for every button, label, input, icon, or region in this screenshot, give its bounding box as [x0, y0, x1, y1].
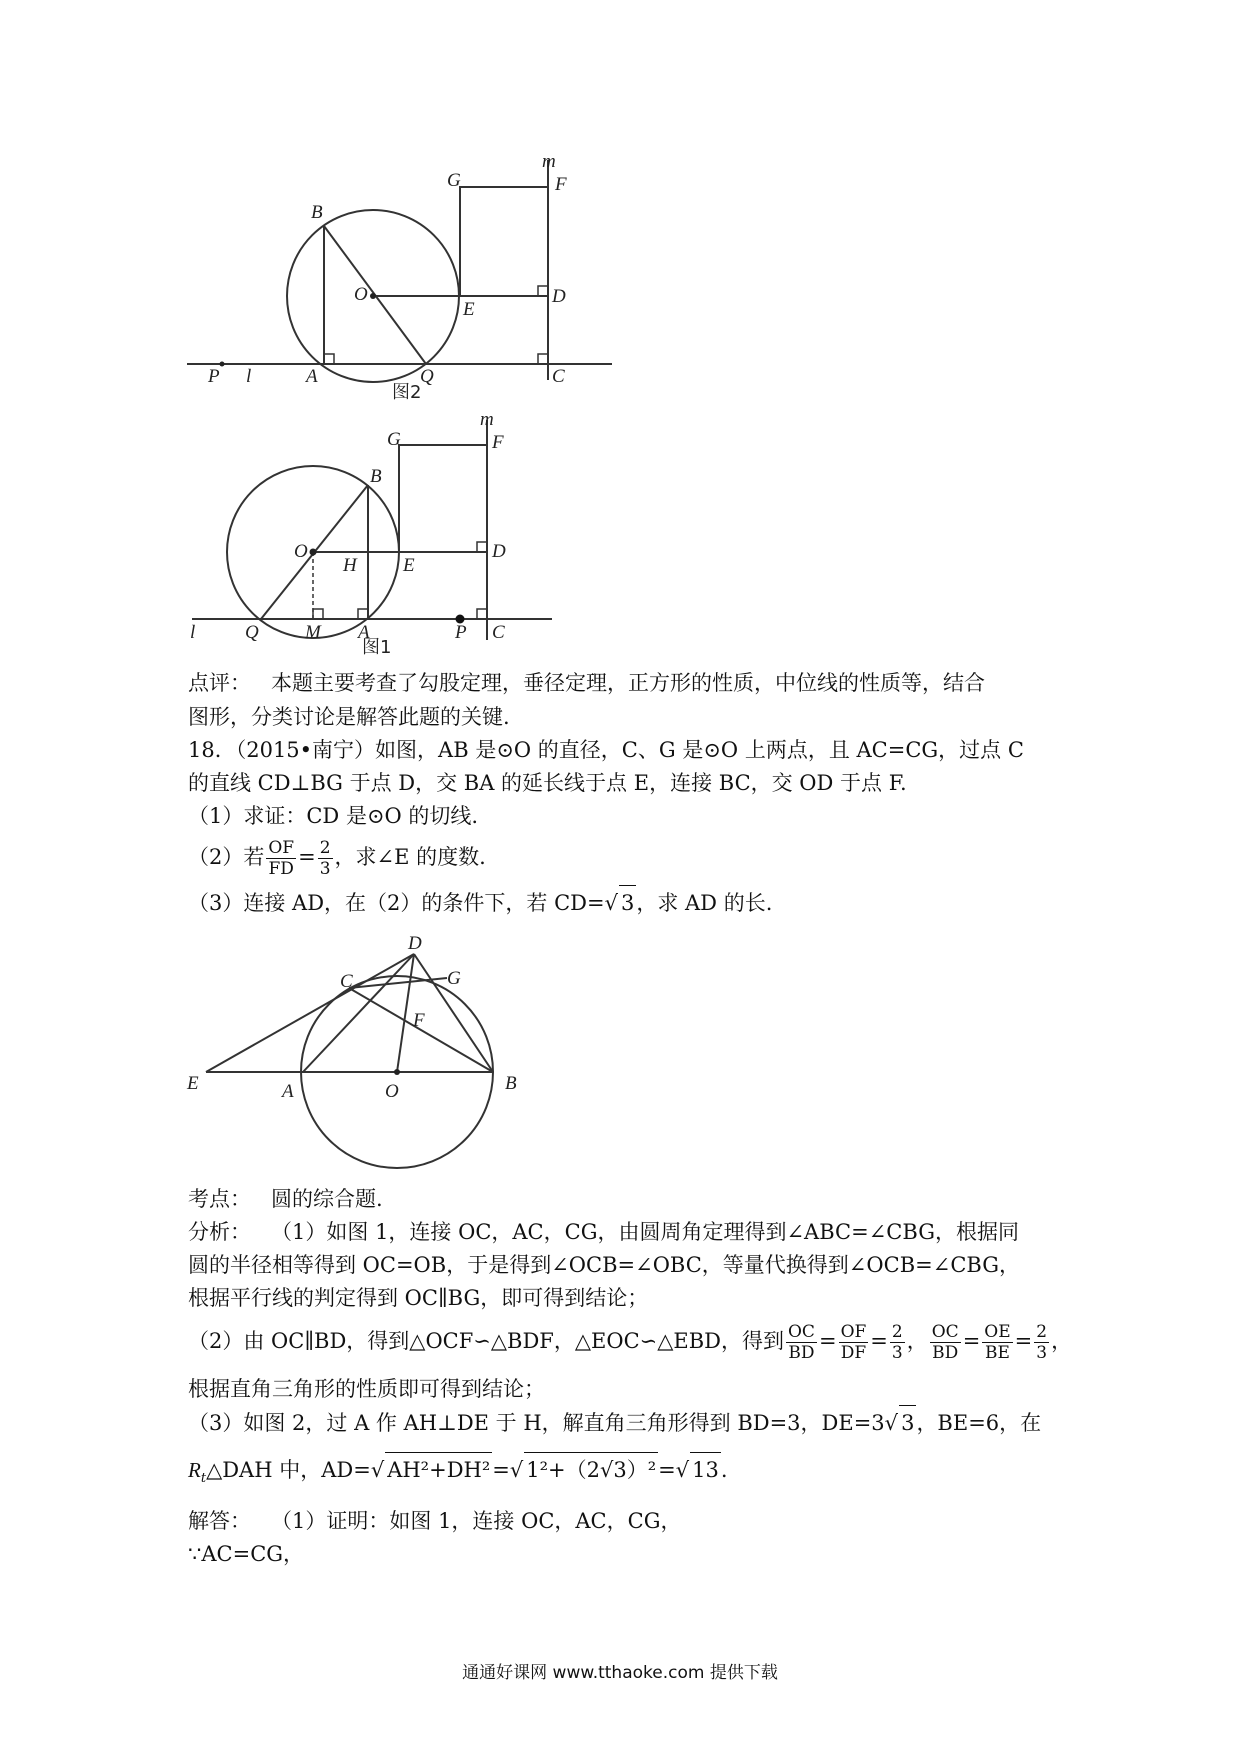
fig18-label-D: D: [408, 933, 422, 954]
fig18-label-F: F: [413, 1010, 425, 1031]
period: .: [720, 1458, 728, 1482]
answer-text-1: （1）证明：如图 1，连接 OC，AC，CG，: [271, 1509, 682, 1533]
r-symbol: R: [188, 1458, 201, 1482]
problem-18-line-1: 18．（2015•南宁）如图，AB 是⊙O 的直径，C、G 是⊙O 上两点，且 AC=CG，过点 C: [188, 738, 1024, 762]
frac-2-3-b: [1034, 1322, 1049, 1363]
part2-suffix: ，求∠E 的度数.: [334, 845, 486, 869]
frac-oc-bd: [786, 1322, 817, 1363]
fig1-label-F: F: [492, 432, 504, 453]
fig1-label-l: l: [190, 622, 196, 643]
fig2-label-E: E: [463, 299, 475, 320]
comment-line-2: 图形，分类讨论是解答此题的关键.: [188, 705, 510, 729]
problem-18-part-3: （3）连接 AD，在（2）的条件下，若 CD=√ 3，求 AD 的长.: [188, 885, 772, 920]
answer-label: 解答：: [188, 1509, 251, 1533]
answer-line-2: ∵AC=CG，: [188, 1542, 305, 1566]
fenxi-label: 分析：: [188, 1220, 251, 1244]
analysis-6-suffix: ，BE=6，在: [916, 1411, 1042, 1435]
fraction-denominator: DF: [840, 1343, 867, 1363]
fraction-numerator: OC: [788, 1322, 815, 1342]
fig2-label-O: O: [354, 284, 368, 305]
problem-18-line-2: 的直线 CD⊥BG 于点 D，交 BA 的延长线于点 E，连接 BC，交 OD 于点 F.: [188, 771, 907, 795]
fig2-label-m: m: [542, 151, 556, 172]
analysis-6-prefix: （3）如图 2，过 A 作 AH⊥DE 于 H，解直角三角形得到 BD=3，DE=3: [188, 1411, 885, 1435]
fig2-label-C: C: [552, 366, 565, 387]
fig2-label-B: B: [311, 202, 323, 223]
problem-18-part-1: （1）求证：CD 是⊙O 的切线.: [188, 804, 479, 828]
fraction-numerator: OC: [931, 1322, 959, 1342]
fig1-label-M: M: [305, 622, 321, 643]
kaodian-label: 考点：: [188, 1187, 251, 1211]
fig2-label-A: A: [306, 366, 318, 387]
fig18-label-G: G: [447, 968, 461, 989]
sqrt-13: 13: [690, 1452, 721, 1487]
analysis-line-3: 根据平行线的判定得到 OC∥BG，即可得到结论；: [188, 1286, 649, 1310]
page-footer: 通通好课网 www.tthaoke.com 提供下载: [462, 1663, 778, 1683]
analysis-line-5: 根据直角三角形的性质即可得到结论；: [188, 1377, 545, 1401]
fig1-label-Q: Q: [245, 622, 259, 643]
frac-of-df: [839, 1322, 869, 1363]
sqrt-3: 3: [619, 885, 636, 920]
fig2-label-F: F: [555, 174, 567, 195]
kaodian-line: [188, 1182, 383, 1216]
equals-sign: =: [658, 1458, 676, 1482]
fig1-label-P: P: [455, 622, 467, 643]
fig1-label-O: O: [294, 541, 308, 562]
comment-label: 点评：: [188, 671, 251, 695]
analysis-line-4: （2）由 OC∥BD，得到△OCF∽△BDF，△EOC∽△EBD，得到 $\frac{OC}{BD}$ = $\frac{OF}{DF}$ = $\frac{2}{3}$ ， $\frac{OC}{BD}$ = $\frac{OE}{BE}$ = $\frac{2}{3}$ ，: [188, 1322, 1073, 1363]
fraction-numerator: OF: [840, 1322, 867, 1342]
fig2-label-D: D: [552, 286, 566, 307]
fig18-label-B: B: [505, 1073, 517, 1094]
fraction-denominator: BD: [932, 1343, 959, 1363]
fraction-denominator: 3: [1036, 1343, 1048, 1363]
fig1-label-A: A: [358, 622, 370, 643]
fig2-label-G: G: [447, 170, 461, 191]
fraction-numerator: OF: [268, 838, 295, 858]
part3-suffix: ，求 AD 的长.: [636, 891, 773, 915]
analysis-line-7: $R_t\triangle DAH$ 中，AD=√ AH²+DH²=√ 1²+（2√3）²=√ 13.: [188, 1452, 728, 1496]
fig1-caption: 图1: [362, 637, 392, 658]
fig2-label-Q: Q: [420, 366, 434, 387]
sqrt-expression: 1²+（2√3）²: [524, 1452, 658, 1487]
analysis-4-prefix: （2）由 OC∥BD，得到△OCF∽△BDF，△EOC∽△EBD，得到: [188, 1329, 784, 1353]
sqrt-3: 3: [899, 1405, 916, 1440]
fraction-denominator: BE: [985, 1343, 1010, 1363]
fig18-label-O: O: [385, 1081, 399, 1102]
fraction-denominator: 3: [891, 1343, 903, 1363]
analysis-line-1: [188, 1215, 1019, 1249]
part3-prefix: （3）连接 AD，在（2）的条件下，若 CD=: [188, 891, 605, 915]
fig1-label-B: B: [370, 466, 382, 487]
comment-text-1: 本题主要考查了勾股定理，垂径定理，正方形的性质，中位线的性质等，结合: [271, 671, 986, 695]
answer-line-1: [188, 1504, 681, 1538]
fraction-denominator: 3: [319, 859, 331, 879]
fig2-caption: 图2: [392, 382, 422, 403]
t-subscript: t: [200, 1471, 207, 1487]
fig1-label-G: G: [387, 429, 401, 450]
analysis-text-1: （1）如图 1，连接 OC，AC，CG，由圆周角定理得到∠ABC=∠CBG，根据同: [271, 1220, 1019, 1244]
analysis-7-mid: △DAH 中，AD=: [206, 1458, 371, 1482]
fraction-denominator: FD: [268, 859, 294, 879]
analysis-line-6: （3）如图 2，过 A 作 AH⊥DE 于 H，解直角三角形得到 BD=3，DE=3√ 3，BE=6，在: [188, 1405, 1041, 1440]
fig18-label-E: E: [187, 1073, 199, 1094]
equals-sign: =: [492, 1458, 510, 1482]
frac-oc-bd-2: [930, 1322, 961, 1363]
fig18-label-A: A: [282, 1081, 294, 1102]
analysis-line-2: 圆的半径相等得到 OC=OB，于是得到∠OCB=∠OBC，等量代换得到∠OCB=∠CBG，: [188, 1253, 1020, 1277]
part2-prefix: （2）若: [188, 845, 265, 869]
fig2-label-l: l: [246, 366, 252, 387]
fig2-label-P: P: [208, 366, 220, 387]
frac-2-3: [890, 1322, 905, 1363]
fig1-label-E: E: [403, 555, 415, 576]
fig1-label-m: m: [480, 409, 494, 430]
fraction-numerator: 2: [891, 1322, 903, 1342]
fig1-label-H: H: [343, 555, 357, 576]
kaodian-text: 圆的综合题.: [271, 1187, 383, 1211]
frac-oe-be: [982, 1322, 1012, 1363]
fraction-numerator: 2: [1036, 1322, 1048, 1342]
fraction-numerator: OE: [984, 1322, 1011, 1342]
fig1-label-C: C: [492, 622, 505, 643]
sqrt-ah-dh: AH²+DH²: [385, 1452, 492, 1487]
fig18-label-C: C: [340, 971, 353, 992]
fraction-denominator: BD: [788, 1343, 815, 1363]
equals-sign: =: [298, 845, 316, 869]
fraction-numerator: 2: [319, 838, 331, 858]
fig1-label-D: D: [492, 541, 506, 562]
